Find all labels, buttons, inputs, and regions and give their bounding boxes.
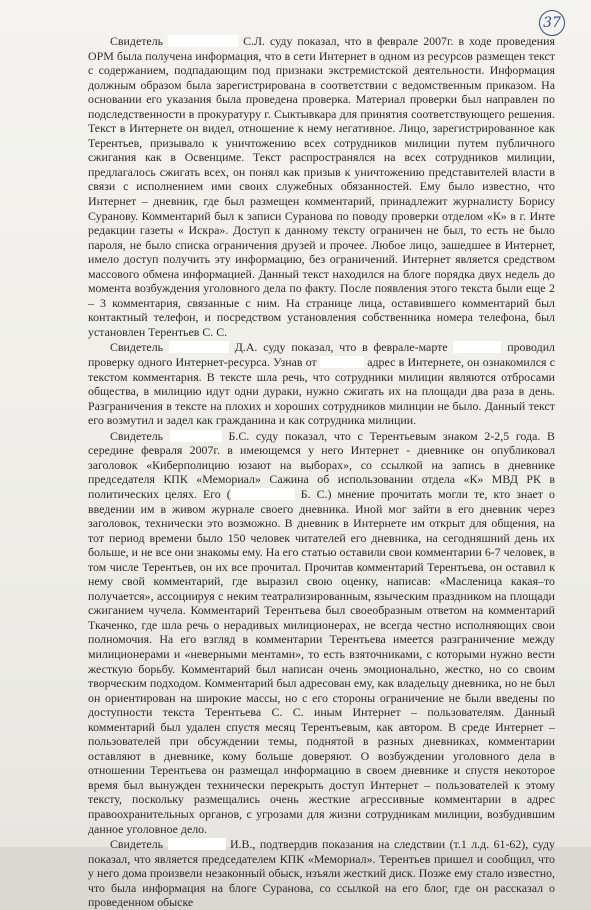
redacted-name xyxy=(320,356,364,368)
paragraph-text: И.В., подтвердив показания на следствии (т.1 л.д. 61-62), суду показал, что является председателем КПК «Мемориал». Терентьев пришел и сообщил, что у него дома произвели незаконный обыск, изъяли жесткий диск. Позже ему стало известно, что была информация на блоге Суранова, со ссылкой на его блог, где он рассказал о проведенном обыске xyxy=(88,837,555,910)
redacted-name xyxy=(168,838,226,850)
page-number: 37 xyxy=(539,10,565,36)
witness-label: Свидетель xyxy=(110,837,164,852)
paragraph-witness-3 xyxy=(88,429,555,836)
paragraph-witness-2 xyxy=(88,340,555,427)
paragraph-text: С.Л. суду показал, что в феврале 2007г. в ходе проведения ОРМ была получена информация, что в сети Интернет в одном из ресурсов размещен текст с содержанием, подпадающим под признаки экстремистской деятельности. Информация должным образом была зарегистрирована в соответствии с ведомственным приказом. На основании его указания была проведена проверка. Материал проверки был направлен по подследственности в прокуратуру г. Сыктывкара для принятия соответствующего решения. Текст в Интернете он видел, отношение к нему негативное. Лицо, зарегистрированное как Терентьев, призывало к уничтожению всех сотрудников милиции путем публичного сжигания как в Освенциме. Текст распространялся на всех сотрудников милиции, предлагалось сжигать всех, он понял как призыв к уничтожению представителей власти в связи с исполнением ими своих служебных обязанностей. Ему было известно, что Интернет – дневник, где был размещен комментарий, принадлежит журналисту Борису Суранову. Комментарий был к записи Суранова по поводу проверки отделом «К» в г. Инте редакции газеты « Искра». Доступ к данному тексту ограничен не был, то есть не было пароля, не было списка ограничения друзей и прочее. Любое лицо, зашедшее в Интернет, имело доступ получить эту информацию, без ограничений. Интернет является средством массового обмена информацией. Данный текст находился на блоге порядка двух недель до момента возбуждения уголовного дела по факту. После появления этого текста были еще 2 – 3 комментария, связанные с ним. На странице лица, оставившего комментарий был контактный телефон, и посредством установления собственника номера телефона, был установлен Терентьев С. С. xyxy=(88,34,555,339)
witness-label: Свидетель xyxy=(110,428,164,443)
redacted-name xyxy=(170,430,222,442)
paragraph-text: адрес в Интернете, он ознакомился с текстом комментария. В тексте шла речь, что сотрудники милиции являются отбросами общества, в милицию идут одни дураки, нужно сжигать их на площади два раза в день. Разграничения в тексте на плохих и хороших сотрудников милиции не было. Данный текст его возмутил и задел как гражданина и как сотрудника милиции. xyxy=(88,355,555,428)
redacted-name xyxy=(169,341,229,353)
paragraph-text: Д.А. суду показал, что в феврале-марте xyxy=(234,340,448,355)
witness-label: Свидетель xyxy=(110,34,164,48)
redacted-name xyxy=(453,341,501,353)
paragraph-text: Б. С.) мнение прочитать могли те, кто знает о введении им в живом журнале своего дневника. Иной мог зайти в его дневник через заголовок, технически это возможно. В дневник в Интернете им открыт для общения, на тот период времени было 150 человек читателей его дневника, на сегодняшний день их больше, и не все они знакомы ему. На его статью оставили свои комментарии 6-7 человек, в том числе Терентьев, он их все прочитал. Прочитав комментарий Терентьева, он оставил к нему свой комментарий, где выразил свою оценку, написав: «Масленица какая–то получается», ассоциируя с неким театрализированным, языческим праздником на площади сжиганием чучела. Комментарий Терентьева был своеобразным ответом на комментарий Ткаченко, где шла речь о нерадивых милиционерах, не всегда честно исполняющих свои полномочия. На его взгляд в комментарии Терентьева имеется разграничение между милиционерами и «неверными ментами», то есть взяточниками, с которыми нужно вести жесткую борьбу. Комментарий был написан очень эмоционально, жестко, но со своим творческим подходом. Комментарий был адресован ему, как владельцу дневника, но не был он ориентирован на широкие массы, но с его стороны ограничение не были введены по доступности текста Терентьева С. С. иным Интернет – пользователям. Данный комментарий был удален спустя месяц Терентьевым, как автором. В среде Интернет – пользователей при обсуждении темы, поднятой в разных дневниках, комментарии оставляют в дневнике, кому больше доверяют. О возбуждении уголовного дела в отношении Терентьева он размещал информацию в своем дневнике и спустя некоторое время был вынужден технически перекрыть доступ Интернет – пользователей к этому тексту, поскольку размещались очень жесткие агрессивные комментарии в адрес правоохранительных органов, с угрозами для жизни сотрудникам милиции, возбудившим данное уголовное дело. xyxy=(88,486,555,836)
paragraph-witness-4 xyxy=(88,837,555,910)
redacted-name xyxy=(168,35,238,47)
paragraph-text: проводил проверку одного Интернет-ресурса. Узнав от xyxy=(88,340,555,370)
paragraph-witness-1 xyxy=(88,34,555,339)
paragraph-text: Б.С. суду показал, что с Терентьевым знаком 2-2,5 года. В середине февраля 2007г. в имеющемся у него Интернет - дневнике он опубликовал заголовок «Киберполицию юзают на выборах», со ссылкой на запись в дневнике председателя КПК «Мемориал» Сажина об использовании отдела «К» МВД РК в политических целях. Его ( xyxy=(88,428,555,501)
witness-label: Свидетель xyxy=(110,340,164,355)
redacted-name xyxy=(231,488,295,500)
